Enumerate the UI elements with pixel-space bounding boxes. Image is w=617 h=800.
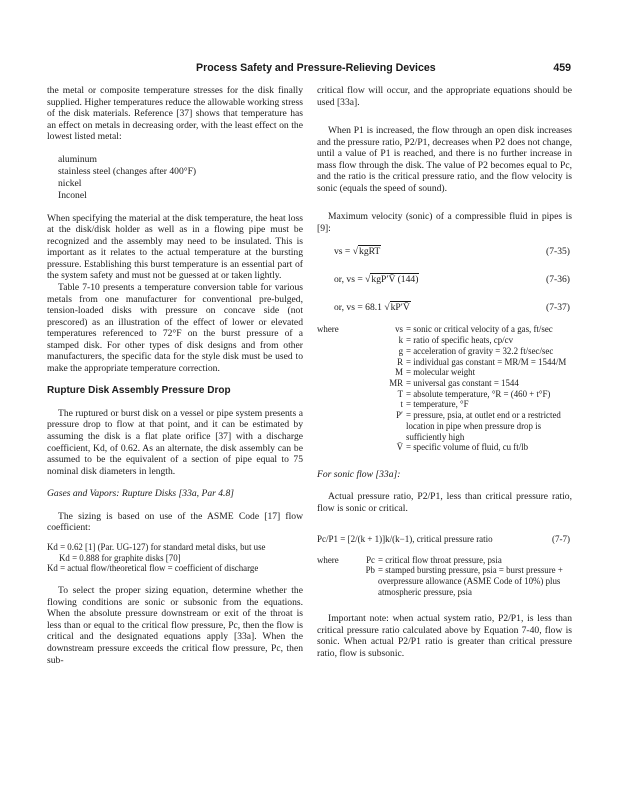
paragraph: When specifying the material at the disk temperature, the heat loss at the disk/disk holder as well as in a flowing pipe must be recognized and the assembly may need to be insulated. This is important as it relates to the actual temperature at the bursting pressure. Establishing this burst temperature is an essential part of the system safety and must not be guessed at or taken lightly. (47, 212, 303, 282)
definition-row: V̄ = specific volume of fluid, cu ft/lb (396, 442, 529, 453)
definition-row: g = acceleration of gravity = 32.2 ft/sec/sec (398, 345, 554, 356)
variable-definitions-2: where Pc = critical flow throat pressure, psia Pb = stamped bursting pressure, psia = burst pressure + overpressure allowance (ASME Code of 10%) plus atmospheric pressure, psia (317, 555, 572, 598)
definition-row: P′ = pressure, psia, at outlet end or a restricted location in pipe when pressure drop is sufficiently high (396, 410, 561, 442)
paragraph: Maximum velocity (sonic) of a compressible fluid in pipes is [9]: (317, 211, 572, 234)
equation-7-7: Pc/P1 = [2/(k + 1)]k/(k−1), critical pressure ratio (7-7) (317, 531, 572, 547)
kd-definitions (47, 542, 303, 574)
paragraph: The sizing is based on use of the ASME Code [17] flow coefficient: (47, 510, 303, 534)
subsection-heading: For sonic flow [33a]: (317, 468, 401, 480)
subsection-heading: Gases and Vapors: Rupture Disks [33a, Par 4.8] (47, 488, 234, 500)
definition-row: T = absolute temperature, °R = (460 + t°F) (397, 388, 551, 399)
kd-line: Kd = actual flow/theoretical flow = coefficient of discharge (47, 563, 259, 574)
paragraph: When P1 is increased, the flow through an open disk increases and the pressure ratio, P2/P1, decreases when P2 does not change, until a value of P1 is reached, and there is no further increase in mass flow through the disk. The value of P2 becomes equal to Pc, and the ratio is the critical pressure ratio, and the flow velocity is sonic (equals the speed of sound). (317, 125, 572, 194)
right-column (317, 85, 572, 660)
page-number: 459 (553, 62, 571, 74)
list-item: aluminum (58, 153, 97, 165)
equation-7-36: or, vs = √kgP′V̄ (144) (7-36) (317, 272, 572, 288)
kd-line: Kd = 0.888 for graphite disks [70] (59, 552, 181, 563)
equation-number: (7-7) (552, 533, 570, 544)
definition-row: MR = universal gas constant = 1544 (389, 377, 519, 388)
metal-list (47, 154, 303, 202)
definition-row: R = individual gas constant = MR/M = 1544/M (397, 356, 567, 367)
definition-row: Pb = stamped bursting pressure, psia = burst pressure + overpressure allowance (ASME Code of 10%) plus atmospheric pressure, psia (365, 565, 563, 597)
definition-row: Pc = critical flow throat pressure, psia (366, 554, 502, 565)
section-heading: Rupture Disk Assembly Pressure Drop (47, 385, 231, 397)
definition-row: vs = sonic or critical velocity of a gas, ft/sec (395, 324, 553, 335)
equation-number: (7-35) (546, 246, 570, 258)
equation-7-37: or, vs = 68.1 √kP′V̄ (7-37) (317, 300, 572, 316)
equation-number: (7-37) (546, 302, 570, 314)
equation-number: (7-36) (546, 274, 570, 286)
running-title: Process Safety and Pressure-Relieving Devices (196, 62, 436, 74)
list-item: stainless steel (changes after 400°F) (58, 165, 197, 177)
paragraph: Actual pressure ratio, P2/P1, less than critical pressure ratio, flow is sonic or critical. (317, 491, 572, 514)
variable-definitions: where vs = sonic or critical velocity of a gas, ft/sec k = ratio of specific heats, cp/cv g = acceleration of gravity = 32.2 ft/sec/sec R = individual gas constant = MR/M = 1544/M M = molecular weight MR = universal gas constant = 1544 T = absolute temperature, °R = (460 + t°F) t = temperature, °F P′ = pressure, psia, at outlet end or a restricted location in pipe when pressure drop is sufficiently high V̄ = specific volume of fluid, cu ft/lb (317, 324, 572, 452)
list-item: Inconel (58, 189, 87, 201)
definition-row: t = temperature, °F (400, 399, 469, 410)
equation-7-35: vs = √kgRT (7-35) (317, 244, 572, 260)
left-column (47, 85, 303, 666)
paragraph: the metal or composite temperature stresses for the disk finally supplied. Higher temperatures reduce the allowable working stress of the disk materials. Reference [37] shows that temperature has an effect on metals in decreasing order, with the least effect on the lowest listed metal: (47, 85, 303, 143)
paragraph: Table 7-10 presents a temperature conversion table for various metals from one manufacturer for conventional pre-bulged, tension-loaded disks with pressure on concave side (not prescored) as an illustration of the effect of lower or elevated temperatures referenced to 72°F on the burst pressure of a stamped disk. For other types of disk designs and from other manufacturers, the specific data for the style disk must be used to make the appropriate temperature correction. (47, 282, 303, 374)
definition-row: M = molecular weight (395, 367, 476, 378)
paragraph: Important note: when actual system ratio, P2/P1, is less than critical pressure ratio calculated above by Equation 7-40, flow is sonic. When actual P2/P1 ratio is greater than critical pressure ratio, flow is subsonic. (317, 613, 572, 659)
paragraph: The ruptured or burst disk on a vessel or pipe system presents a pressure drop to flow at that point, and it can be estimated by assuming the disk is a flat plate orifice [37] with a discharge coefficient, Kd, of 0.62. As an alternate, the disk assembly can be assumed to be the equivalent of a section of pipe equal to 75 nominal disk diameters in length. (47, 407, 303, 477)
paragraph: To select the proper sizing equation, determine whether the flowing conditions are sonic or subsonic from the equations. When the absolute pressure downstream or exit of the throat is less than or equal to the critical flow pressure, Pc, then the flow is critical and the designated equations apply [33a]. When the downstream pressure exceeds the critical flow pressure, Pc, then sub- (47, 585, 303, 666)
paragraph: critical flow will occur, and the appropriate equations should be used [33a]. (317, 85, 572, 108)
list-item: nickel (58, 177, 82, 189)
kd-line: Kd = 0.62 [1] (Par. UG-127) for standard metal disks, but use (47, 541, 266, 552)
definition-row: k = ratio of specific heats, cp/cv (398, 335, 514, 346)
